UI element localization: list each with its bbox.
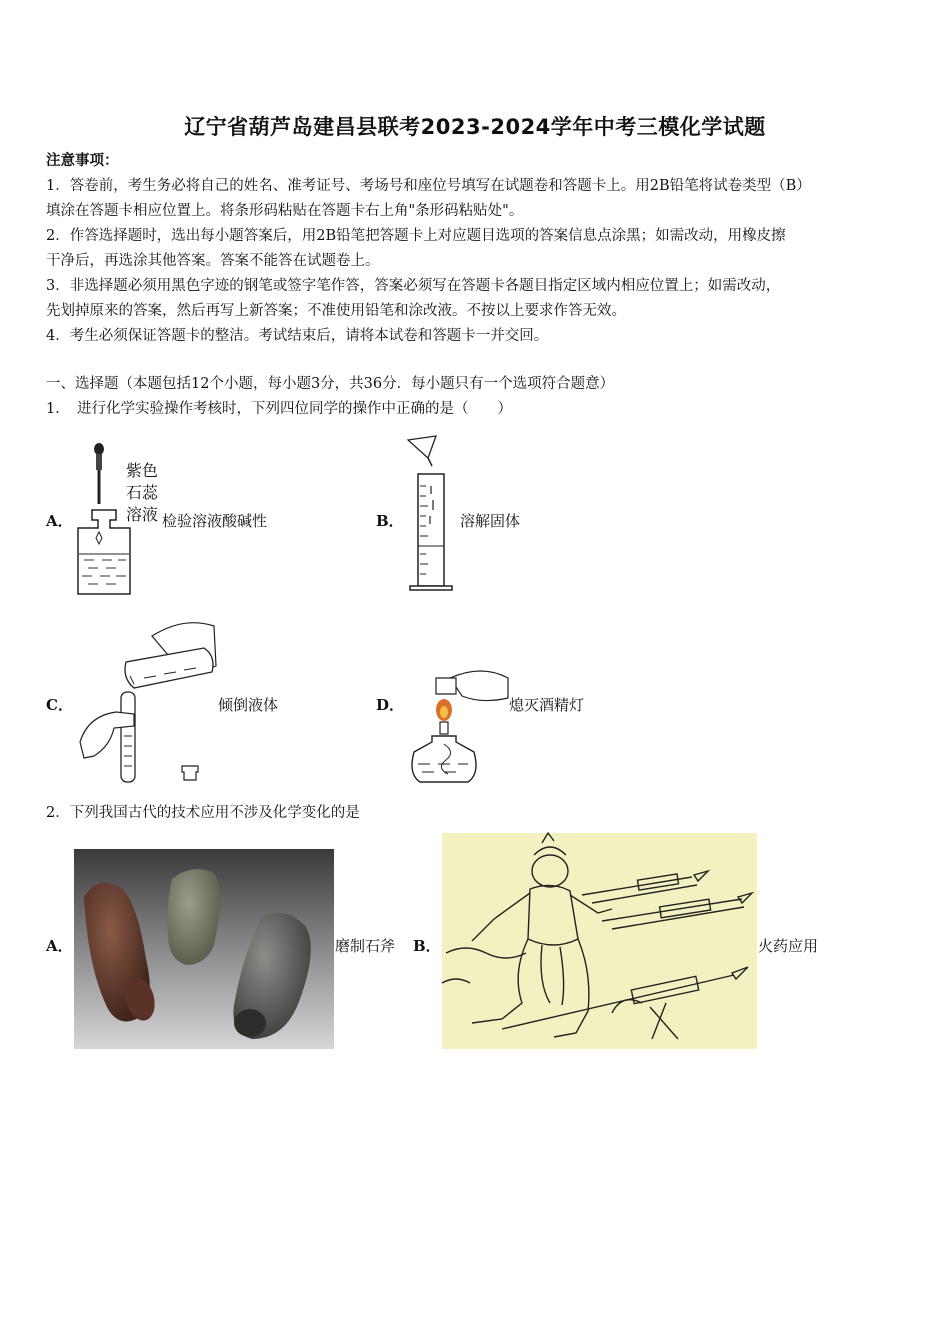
q2-option-a-label: 磨制石斧 [335, 937, 396, 955]
note-line-3: 2．作答选择题时，选出每小题答案后，用2B铅笔把答题卡上对应题目选项的答案信息点涂黑；如需改动，用橡皮擦 [46, 228, 786, 244]
q1-option-b-letter: B． [376, 512, 404, 530]
q1-a-figure-text-1: 紫色 [126, 461, 159, 480]
q1-a-figure-text-3: 溶液 [126, 505, 159, 524]
page-title: 辽宁省葫芦岛建昌县联考2023-2024学年中考三模化学试题 [184, 115, 766, 139]
note-line-6: 先划掉原来的答案，然后再写上新答案；不准使用铅笔和涂改液。不按以上要求作答无效。 [46, 303, 626, 319]
note-line-1: 1．答卷前，考生务必将自己的姓名、准考证号、考场号和座位号填写在试题卷和答题卡上。用2B铅笔将试卷类型（B） [46, 178, 811, 194]
q1-option-c-letter: C． [46, 696, 73, 714]
q1-a-dropper-bottle-figure [72, 442, 132, 597]
q2-option-a-letter: A． [46, 937, 73, 955]
question-1-stem: 1． 进行化学实验操作考核时，下列四位同学的操作中正确的是（ ） [46, 401, 512, 417]
note-line-4: 干净后，再选涂其他答案。答案不能答在试题卷上。 [46, 253, 380, 269]
q2-b-gunpowder-rocket-illustration [442, 833, 757, 1049]
q1-c-pouring-liquid-figure [74, 616, 224, 788]
q1-d-alcohol-lamp-figure [402, 664, 514, 788]
q2-a-stone-axes-photo [74, 849, 334, 1049]
q1-option-a-label: 检验溶液酸碱性 [162, 512, 268, 530]
q1-option-d-letter: D． [376, 696, 405, 714]
note-line-2: 填涂在答题卡相应位置上。将条形码粘贴在答题卡右上角"条形码粘贴处"。 [46, 203, 524, 219]
q1-option-d-label: 熄灭酒精灯 [509, 696, 585, 714]
note-line-7: 4．考生必须保证答题卡的整洁。考试结束后，请将本试卷和答题卡一并交回。 [46, 328, 549, 344]
q1-b-graduated-cylinder-figure [404, 436, 464, 594]
q1-option-a-letter: A． [46, 512, 73, 530]
notes-heading: 注意事项： [46, 152, 119, 169]
note-line-5: 3．非选择题必须用黑色字迹的钢笔或签字笔作答，答案必须写在答题卡各题目指定区域内相应位置上；如需改动， [46, 278, 781, 294]
q1-option-c-label: 倾倒液体 [218, 696, 279, 714]
section-heading: 一、选择题（本题包括12个小题，每小题3分，共36分．每小题只有一个选项符合题意） [46, 376, 615, 392]
q2-option-b-label: 火药应用 [758, 937, 819, 955]
q1-option-b-label: 溶解固体 [460, 512, 521, 530]
q2-option-b-letter: B． [413, 937, 441, 955]
question-2-stem: 2．下列我国古代的技术应用不涉及化学变化的是 [46, 805, 360, 821]
q1-a-figure-text-2: 石蕊 [126, 483, 159, 502]
